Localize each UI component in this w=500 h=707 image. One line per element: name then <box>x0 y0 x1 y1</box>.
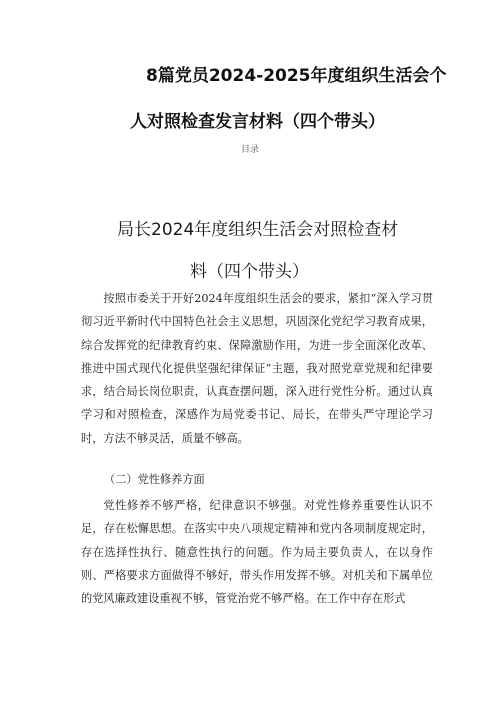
party-spirit-paragraph-text: 党性修养不够严格，纪律意识不够强。对党性修养重要性认识不足，存在松懈思想。在落实中央八项规定精神和党内各项制度规定时，存在选择性执行、随意性执行的问题。作为局主要负责人，在以身作则、严格要求方面做得不够好，带头作用发挥不够。对机关和下属单位的党风廉政建设重视不够，管党治党不够严格。在工作中存在形式 <box>81 499 433 606</box>
subheading-party-spirit: （二）党性修养方面 <box>104 473 205 486</box>
intro-paragraph-text: 按照市委关于开好2024年度组织生活会的要求，紧扣“深入学习贯彻习近平新时代中国特色社会主义思想，巩固深化党纪学习教育成果，综合发挥党的纪律教育约束、保障激励作用，为进一步全面深化改革、推进中国式现代化提供坚强纪律保证”主题，我对照党章党规和纪律要求，结合局长岗位职责，认真查摆问题，深入进行党性分析。通过认真学习和对照检查，深感作为局党委书记、局长，在带头严守理论学习时，方法不够灵活，质量不够高。 <box>81 292 433 445</box>
document-title-line-2: 人对照检查发言材料（四个带头） <box>130 112 385 132</box>
section-title-line-2: 料（四个带头） <box>190 262 309 282</box>
intro-paragraph <box>81 287 433 450</box>
section-title-line-1: 局长2024年度组织生活会对照检查材 <box>117 220 399 240</box>
document-title-line-1: 8篇党员2024-2025年度组织生活会个 <box>146 66 447 86</box>
toc-label: 目录 <box>240 145 259 155</box>
party-spirit-paragraph <box>81 494 433 610</box>
